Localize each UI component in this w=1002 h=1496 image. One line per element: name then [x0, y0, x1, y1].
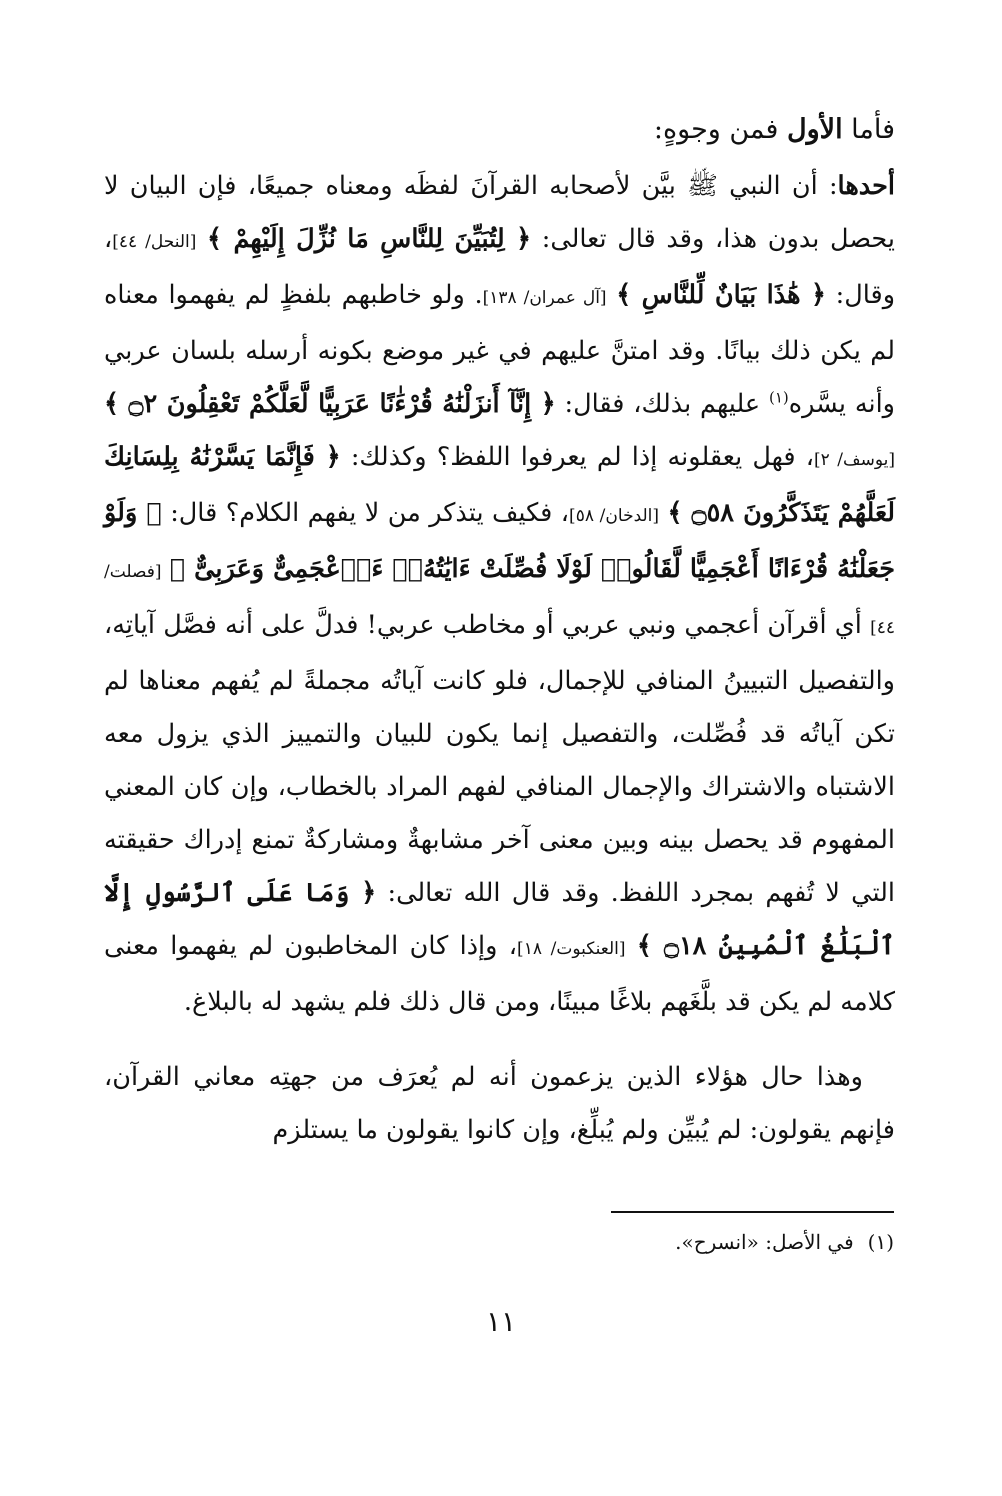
lead-word: أحدها	[837, 171, 895, 201]
section-heading	[654, 108, 895, 152]
page-number: ١١	[485, 1305, 517, 1338]
heading-prefix: فأما	[842, 114, 895, 145]
text-segment: ، وقال:	[104, 224, 896, 310]
text-segment: . ولو خاطبهم بلفظٍ لم يفهموا معناه لم يكن ذلك بيانًا. وقد امتنَّ عليهم في غير موضع بكونه أرسله بلسان عربي وأنه يسَّره	[104, 280, 895, 419]
verse-reference: [العنكبوت/ ١٨]	[517, 939, 626, 959]
footnote	[675, 1222, 894, 1262]
heading-suffix: فمن وجوهٍ:	[653, 114, 788, 145]
verse-reference: [الدخان/ ٥٨]	[569, 506, 660, 526]
footnote-marker[interactable]: (١)	[768, 388, 789, 407]
quran-verse: ﴿ إِنَّآ أَنزَلْنَٰهُ قُرْءَٰنًا عَرَبِيًّا لَّعَلَّكُمْ تَعْقِلُونَ ۝٢ ﴾	[104, 389, 556, 419]
quran-verse: ﴿ وَمَا عَلَى ٱلرَّسُولِ إِلَّا ٱلْبَلَٰغُ ٱلْمُبِينُ ۝١٨ ﴾	[104, 878, 895, 961]
text-segment: أي أقرآن أعجمي ونبي عربي أو مخاطب عربي! فدلَّ على أنه فصَّل آياتِه، والتفصيل التبيينُ المنافي للإجمال، فلو كانت آياتُه مجملةً لم يُفهم معناها لم تكن آياتُه قد فُصِّلت، والتفصيل إنما يكون للبيان والتمييز الذي يزول معه الاشتباه والاشتراك والإجمال المنافي لفهم المراد بالخطاب، وإن كان المعني المفهوم قد يحصل بينه وبين معنى آخر مشابهةٌ ومشاركةٌ تمنع إدراك حقيقته التي لا تُفهم بمجرد اللفظ. وقد قال الله تعالى:	[104, 610, 895, 908]
footnote-number: (١)	[867, 1230, 894, 1254]
verse-reference: [آل عمران/ ١٣٨]	[482, 288, 607, 308]
paragraph-first	[104, 160, 895, 1029]
text-segment: ، فهل يعقلونه إذا لم يعرفوا اللفظ؟ وكذلك:	[340, 442, 815, 472]
text-segment: ، فكيف يتذكر من لا يفهم الكلام؟ قال:	[161, 498, 570, 528]
verse-reference: [فصلت/ ٤٤]	[104, 562, 895, 638]
footnote-divider	[611, 1211, 894, 1213]
quran-verse: ﴿ فَإِنَّمَا يَسَّرْنَٰهُ بِلِسَانِكَ لَعَلَّهُمْ يَتَذَكَّرُونَ ۝٥٨ ﴾	[104, 442, 896, 528]
quran-verse: ﴿ لِتُبَيِّنَ لِلنَّاسِ مَا نُزِّلَ إِلَيْهِمْ ﴾	[207, 224, 532, 254]
paragraph-second: وهذا حال هؤلاء الذين يزعمون أنه لم يُعرَف من جهتِه معاني القرآن، فإنهم يقولون: لم يُبيِّن ولم يُبلِّغ، وإن كانوا يقولون ما يستلزم	[104, 1062, 895, 1145]
verse-reference: [النحل/ ٤٤]	[112, 232, 197, 252]
quran-verse: ﴿ هَٰذَا بَيَانٌ لِّلنَّاسِ ﴾	[616, 280, 826, 310]
footnote-text: في الأصل: «انسرح».	[675, 1230, 854, 1254]
text-segment: : أن النبي ﷺ بيَّن لأصحابه القرآنَ لفظَه ومعناه جميعًا، فإن البيان لا يحصل بدون هذا، وقد قال تعالى:	[104, 171, 895, 254]
body-text	[104, 160, 895, 1157]
heading-bold-word: الأول	[787, 114, 843, 145]
quran-verse: ﴿ وَلَوْ جَعَلْنَٰهُ قُرْءَانًا أَعْجَمِيًّا لَّقَالُوا۟ لَوْلَا فُصِّلَتْ ءَايَٰتُهُۥٓ ءَا۬عْجَمِىٌّ وَعَرَبِىٌّ ﴾	[104, 498, 895, 584]
text-segment: عليهم بذلك، فقال:	[555, 389, 769, 419]
verse-reference: [يوسف/ ٢]	[814, 450, 895, 470]
text-segment: ، وإذا كان المخاطبون لم يفهموا معنى كلامه لم يكن قد بلَّغَهم بلاغًا مبينًا، ومن قال ذلك فلم يشهد له بالبلاغ.	[104, 931, 895, 1017]
